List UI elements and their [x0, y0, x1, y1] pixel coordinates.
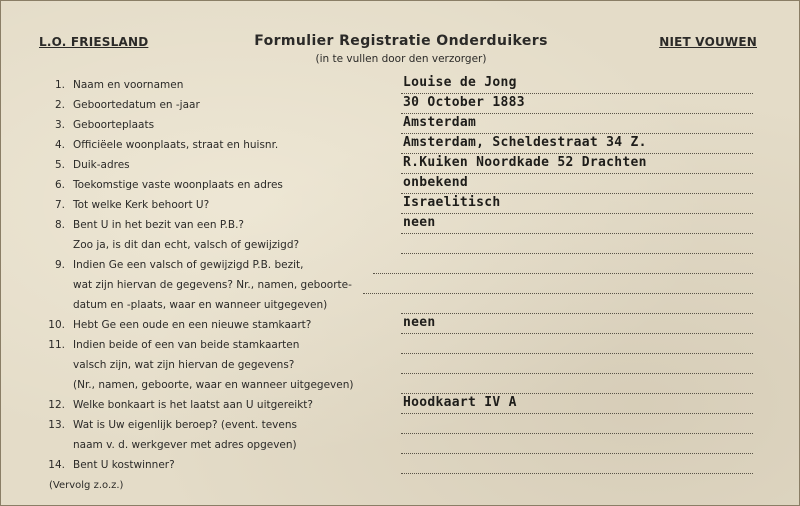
- row-number: 9.: [54, 259, 65, 271]
- row-label: wat zijn hiervan de gegevens? Nr., namen, geboorte-: [73, 279, 352, 291]
- form-row: [1, 95, 800, 119]
- form-row: [1, 439, 800, 459]
- row-number: 1.: [54, 79, 65, 91]
- row-label: valsch zijn, wat zijn hiervan de gegevens?: [73, 359, 295, 371]
- row-number: 5.: [54, 159, 65, 171]
- row-number: 10.: [48, 319, 65, 331]
- dotted-answer-line: [401, 153, 753, 154]
- form-row: [1, 75, 800, 99]
- form-row: [1, 299, 800, 319]
- dotted-answer-line: [401, 193, 753, 194]
- form-row: [1, 339, 800, 359]
- row-label: Officiëele woonplaats, straat en huisnr.: [73, 139, 279, 151]
- dotted-answer-line: [401, 353, 753, 354]
- row-number: 4.: [54, 139, 65, 151]
- row-label: Welke bonkaart is het laatst aan U uitgereikt?: [73, 399, 313, 411]
- row-number: 12.: [48, 399, 65, 411]
- form-row: [1, 115, 800, 139]
- dotted-answer-line: [401, 173, 753, 174]
- row-label: Toekomstige vaste woonplaats en adres: [73, 179, 283, 191]
- form-row: [1, 279, 800, 299]
- form-row: [1, 239, 800, 259]
- row-label: Duik-adres: [73, 159, 130, 171]
- dotted-answer-line: [363, 293, 753, 294]
- dotted-answer-line: [401, 213, 753, 214]
- typed-answer: Hoodkaart IV A: [403, 395, 517, 410]
- dotted-answer-line: [401, 453, 753, 454]
- form-row: [1, 315, 800, 339]
- form-row: [1, 195, 800, 219]
- row-number: 8.: [54, 219, 65, 231]
- dotted-answer-line: [401, 473, 753, 474]
- dotted-answer-line: [401, 113, 753, 114]
- row-label: Naam en voornamen: [73, 79, 184, 91]
- row-label: datum en -plaats, waar en wanneer uitgegeven): [73, 299, 328, 311]
- dotted-answer-line: [401, 433, 753, 434]
- row-label: Tot welke Kerk behoort U?: [73, 199, 210, 211]
- form-title: Formulier Registratie Onderduikers: [254, 33, 548, 49]
- row-label: Geboortedatum en -jaar: [73, 99, 200, 111]
- dotted-answer-line: [401, 233, 753, 234]
- do-not-fold-label: NIET VOUWEN: [659, 35, 757, 49]
- dotted-answer-line: [373, 273, 753, 274]
- dotted-answer-line: [401, 93, 753, 94]
- row-number: 14.: [48, 459, 65, 471]
- form-row: [1, 155, 800, 179]
- dotted-answer-line: [401, 413, 753, 414]
- row-label: Indien beide of een van beide stamkaarten: [73, 339, 300, 351]
- row-number: 13.: [48, 419, 65, 431]
- form-row: [1, 459, 800, 479]
- dotted-answer-line: [401, 133, 753, 134]
- row-label: Geboorteplaats: [73, 119, 155, 131]
- typed-answer: onbekend: [403, 175, 469, 190]
- form-row: [1, 215, 800, 239]
- form-row: [1, 379, 800, 399]
- typed-answer: 30 October 1883: [403, 95, 525, 110]
- row-label: Bent U kostwinner?: [73, 459, 175, 471]
- form-row: [1, 175, 800, 199]
- typed-answer: neen: [403, 315, 436, 330]
- typed-answer: neen: [403, 215, 436, 230]
- typed-answer: Israelitisch: [403, 195, 501, 210]
- form-row: [1, 419, 800, 439]
- typed-answer: Amsterdam, Scheldestraat 34 Z.: [403, 135, 647, 150]
- row-label: Indien Ge een valsch of gewijzigd P.B. bezit,: [73, 259, 304, 271]
- footer-note: (Vervolg z.o.z.): [49, 480, 124, 491]
- row-number: 6.: [54, 179, 65, 191]
- typed-answer: Amsterdam: [403, 115, 477, 130]
- dotted-answer-line: [401, 333, 753, 334]
- dotted-answer-line: [401, 313, 753, 314]
- row-label: Zoo ja, is dit dan echt, valsch of gewijzigd?: [73, 239, 300, 251]
- region-label: L.O. FRIESLAND: [39, 35, 149, 49]
- row-label: Hebt Ge een oude en een nieuwe stamkaart?: [73, 319, 312, 331]
- form-row: [1, 359, 800, 379]
- row-label: (Nr., namen, geboorte, waar en wanneer uitgegeven): [73, 379, 354, 391]
- typed-answer: Louise de Jong: [403, 75, 517, 90]
- row-number: 2.: [54, 99, 65, 111]
- form-row: [1, 395, 800, 419]
- dotted-answer-line: [401, 373, 753, 374]
- row-label: naam v. d. werkgever met adres opgeven): [73, 439, 297, 451]
- form-row: [1, 259, 800, 279]
- typed-answer: R.Kuiken Noordkade 52 Drachten: [403, 155, 647, 170]
- form-subtitle: (in te vullen door den verzorger): [315, 53, 487, 65]
- dotted-answer-line: [401, 393, 753, 394]
- dotted-answer-line: [401, 253, 753, 254]
- row-number: 3.: [54, 119, 65, 131]
- row-label: Wat is Uw eigenlijk beroep? (event. tevens: [73, 419, 297, 431]
- row-number: 11.: [48, 339, 65, 351]
- form-row: [1, 135, 800, 159]
- row-number: 7.: [54, 199, 65, 211]
- row-label: Bent U in het bezit van een P.B.?: [73, 219, 244, 231]
